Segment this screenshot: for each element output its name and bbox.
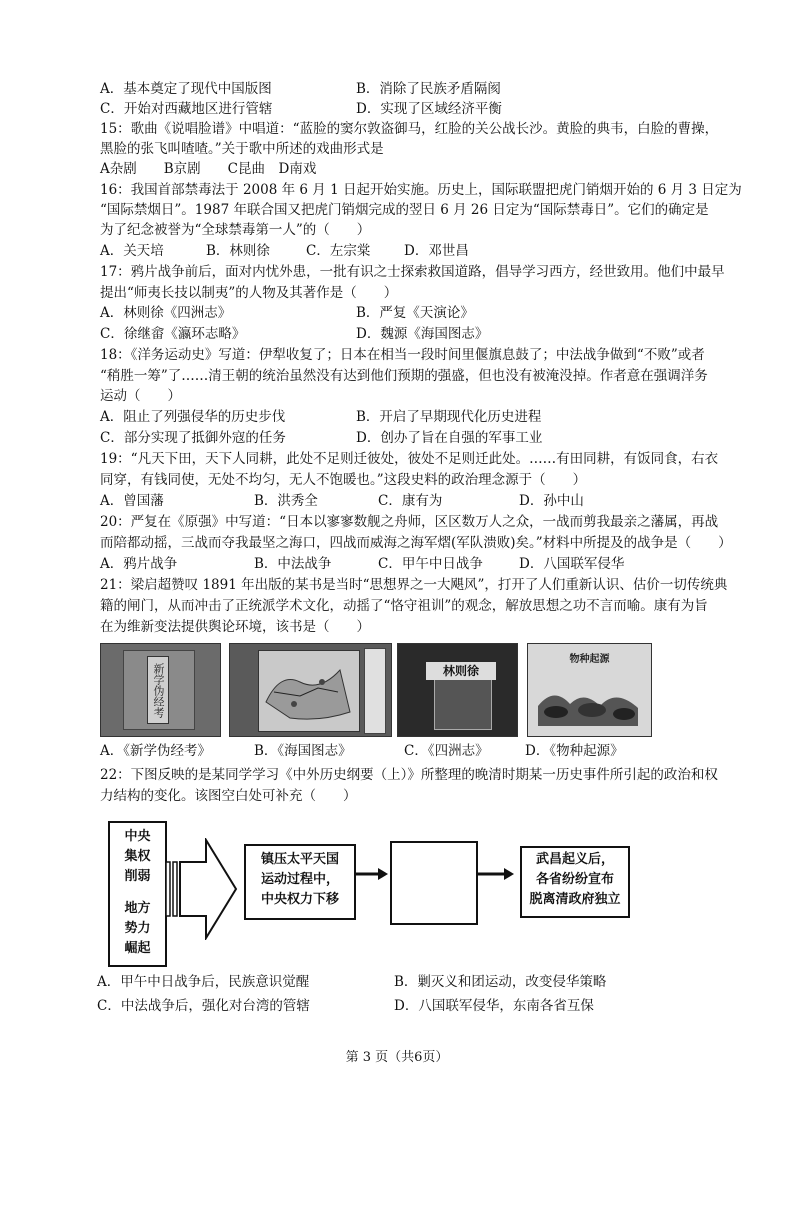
- box3-line-2: 各省纷纷宣布: [535, 872, 614, 887]
- q16-option-c: C．左宗棠: [306, 243, 371, 259]
- q14-option-c: C．开始对西藏地区进行管辖: [100, 101, 273, 117]
- q16-option-d: D．邓世昌: [404, 243, 469, 259]
- box3-line-3: 脱离清政府独立: [529, 892, 621, 907]
- q16-option-b: B．林则徐: [206, 243, 270, 259]
- q15-options: A杂剧 B京剧 C昆曲 D南戏: [100, 161, 317, 177]
- q21-option-b: B．《海国图志》: [254, 743, 352, 759]
- q17-option-c: C．徐继畲《瀛环志略》: [100, 326, 246, 342]
- q22-line-2: 力结构的变化。该图空白处可补充（ ）: [100, 788, 357, 804]
- q19-option-a: A．曾国藩: [100, 493, 164, 509]
- q15-line-1: 15：歌曲《说唱脸谱》中唱道：“蓝脸的窦尔敦盗御马，红脸的关公战长沙。黄脸的典韦，白脸的曹操，: [100, 121, 719, 137]
- q16-line-3: 为了纪念被誉为“全球禁毒第一人”的（ ）: [100, 222, 371, 238]
- left-bottom-2: 势力: [124, 921, 151, 936]
- q18-line-2: “稍胜一筹”了……清王朝的统治虽然没有达到他们预期的强盛，但也没有被淹没掉。作者意在强调洋务: [100, 368, 708, 384]
- q19-line-1: 19：“凡天下田，天下人同耕，此处不足则迁彼处，彼处不足则迁此处。……有田同耕，有饭同食，右衣: [100, 451, 719, 467]
- q18-option-b: B．开启了早期现代化历史进程: [356, 409, 542, 425]
- box3-line-1: 武昌起义后，: [535, 852, 614, 867]
- arrow-right-icon: [476, 866, 516, 882]
- q20-option-c: C．甲午中日战争: [378, 556, 483, 572]
- box1-line-1: 镇压太平天国: [260, 852, 339, 867]
- q21-option-a: A．《新学伪经考》: [100, 743, 211, 759]
- q20-option-b: B．中法战争: [254, 556, 332, 572]
- q21-line-1: 21：梁启超赞叹 1891 年出版的某书是当时“思想界之一大飓风”，打开了人们重新认识、估价一切传统典: [100, 577, 728, 593]
- q21-image-d: [527, 643, 652, 737]
- q22-option-c: C．中法战争后，强化对台湾的管辖: [97, 998, 310, 1014]
- q21-image-b: [229, 643, 392, 737]
- left-bottom-1: 地方: [124, 901, 151, 916]
- q15-line-2: 黑脸的张飞叫喳喳。”关于歌中所述的戏曲形式是: [100, 141, 384, 157]
- q21-image-a: [100, 643, 221, 737]
- q20-line-2: 而陪都动摇，三战而夺我最坚之海口，四战而威海之海军熠(军队溃败)矣。”材料中所提及的战争是（ ）: [100, 535, 732, 551]
- q19-option-d: D．孙中山: [519, 493, 584, 509]
- box1-line-2: 运动过程中，: [260, 872, 339, 887]
- q14-option-a: A．基本奠定了现代中国版图: [100, 81, 272, 97]
- q22-option-d: D．八国联军侵华，东南各省互保: [394, 998, 594, 1014]
- q20-line-1: 20：严复在《原强》中写道：“日本以寥寥数舰之舟师，区区数万人之众，一战而剪我最亲之藩属，再战: [100, 514, 719, 530]
- box1-line-3: 中央权力下移: [260, 892, 339, 907]
- q21-image-c-title: 林则徐: [426, 662, 496, 680]
- left-top-2: 集权: [124, 849, 151, 864]
- q19-line-2: 同穿，有钱同使，无处不均匀，无人不饱暖也。”这段史料的政治理念源于（ ）: [100, 472, 587, 488]
- q14-option-d: D．实现了区域经济平衡: [356, 101, 502, 117]
- q16-option-a: A．关天培: [100, 243, 164, 259]
- left-bottom-3: 崛起: [124, 941, 151, 956]
- q21-image-d-title: 物种起源: [569, 654, 610, 665]
- q18-line-1: 18：《洋务运动史》写道：伊犁收复了；日本在相当一段时间里偃旗息鼓了；中法战争做到“不败”或者: [100, 347, 705, 363]
- arrow-right-icon: [354, 866, 390, 882]
- q19-option-c: C．康有为: [378, 493, 443, 509]
- q21-option-c: C．《四洲志》: [404, 743, 489, 759]
- q17-option-a: A．林则徐《四洲志》: [100, 305, 232, 321]
- q21-line-2: 籍的闸门，从而冲击了正统派学术文化，动摇了“恪守祖训”的观念，解放思想之功不言而喻。康有为旨: [100, 598, 708, 614]
- big-arrow-icon: [166, 838, 238, 940]
- page-footer: 第 3 页（共6页）: [345, 1050, 449, 1065]
- q17-line-2: 提出“师夷长技以制夷”的人物及其著作是（ ）: [100, 285, 398, 301]
- q22-option-a: A．甲午中日战争后，民族意识觉醒: [97, 974, 310, 990]
- q18-option-d: D．创办了旨在自强的军事工业: [356, 430, 543, 446]
- left-top-3: 削弱: [124, 869, 151, 884]
- q17-line-1: 17：鸦片战争前后，面对内忧外患，一批有识之士探索救国道路，倡导学习西方，经世致用。他们中最早: [100, 264, 725, 280]
- left-top-1: 中央: [124, 829, 151, 844]
- q17-option-d: D．魏源《海国图志》: [356, 326, 489, 342]
- q21-option-d: D．《物种起源》: [525, 743, 624, 759]
- q20-option-d: D．八国联军侵华: [519, 556, 625, 572]
- q22-line-1: 22：下图反映的是某同学学习《中外历史纲要（上）》所整理的晚清时期某一历史事件所引起的政治和权: [100, 767, 718, 783]
- q18-line-3: 运动（ ）: [100, 388, 181, 404]
- q22-option-b: B．剿灭义和团运动，改变侵华策略: [394, 974, 607, 990]
- q16-line-1: 16：我国首部禁毒法于 2008 年 6 月 1 日起开始实施。历史上，国际联盟把虎门销烟开始的 6 月 3 日定为: [100, 182, 742, 198]
- q20-option-a: A．鸦片战争: [100, 556, 178, 572]
- q21-image-c: [397, 643, 518, 737]
- q21-line-3: 在为维新变法提供舆论环境，该书是（ ）: [100, 619, 370, 635]
- diagram-box-1: [244, 844, 356, 920]
- map-illustration: [260, 652, 356, 728]
- q18-option-c: C．部分实现了抵御外寇的任务: [100, 430, 286, 446]
- q18-option-a: A．阻止了列强侵华的历史步伐: [100, 409, 286, 425]
- diagram-box-3: [520, 846, 630, 918]
- q14-option-b: B．消除了民族矛盾隔阂: [356, 81, 501, 97]
- q17-option-b: B．严复《天演论》: [356, 305, 474, 321]
- q21-image-a-title: 新学伪经考: [147, 656, 169, 724]
- diagram-left-box: [108, 821, 167, 967]
- q19-option-b: B．洪秀全: [254, 493, 318, 509]
- diagram-blank-box: [390, 841, 478, 925]
- q16-line-2: “国际禁烟日”。1987 年联合国又把虎门销烟完成的翌日 6 月 26 日定为“国际禁毒日”。它们的确定是: [100, 202, 709, 218]
- animals-illustration: [534, 666, 644, 730]
